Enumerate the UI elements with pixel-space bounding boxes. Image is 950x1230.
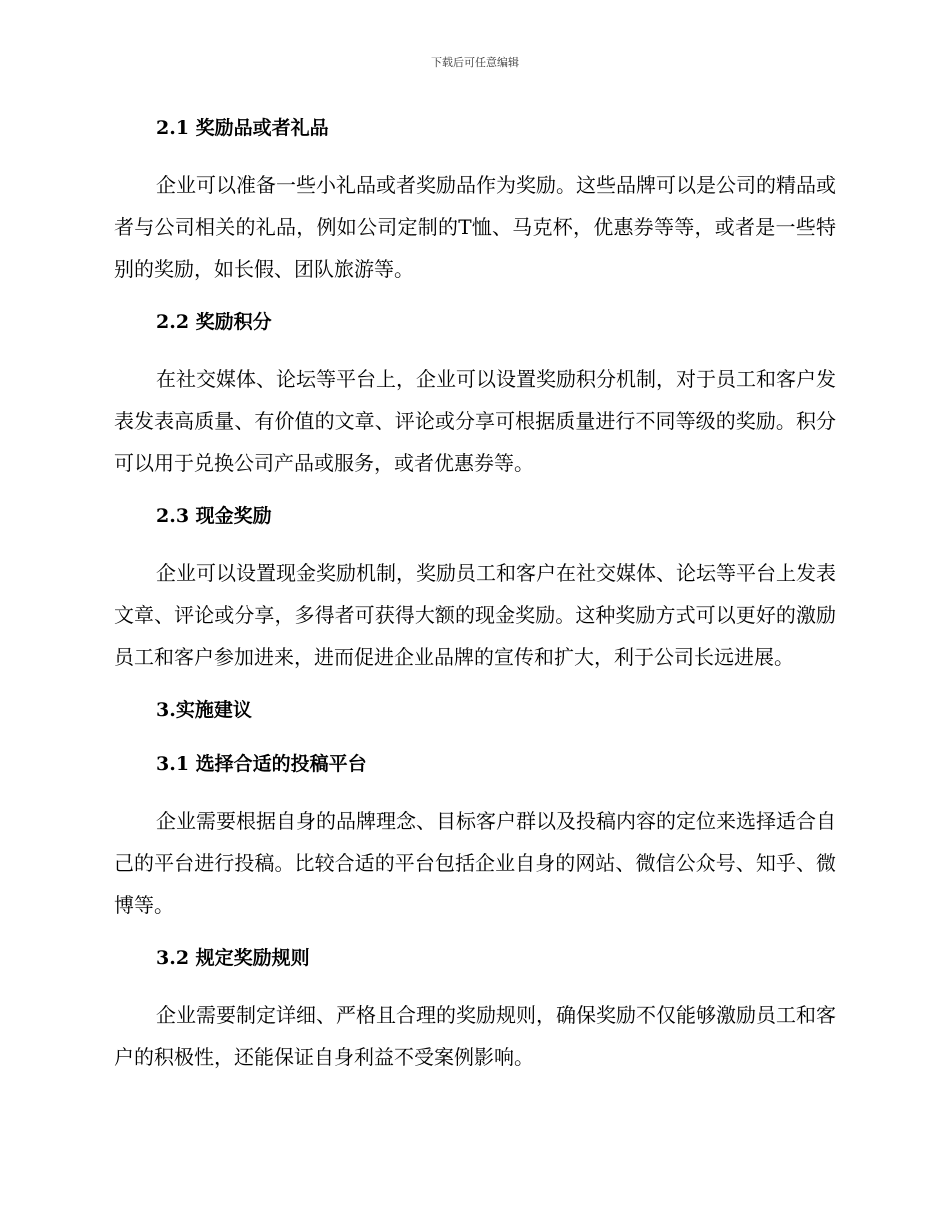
- paragraph-3-2: 企业需要制定详细、严格且合理的奖励规则，确保奖励不仅能够激励员工和客户的积极性，还能保证自身利益不受案例影响。: [114, 1003, 836, 1069]
- page-header-note: 下载后可任意编辑: [431, 56, 519, 69]
- document-body: [114, 110, 836, 1078]
- heading-3: 3.实施建议: [156, 699, 252, 721]
- paragraph-2-1: 企业可以准备一些小礼品或者奖励品作为奖励。这些品牌可以是公司的精品或者与公司相关的礼品，例如公司定制的T恤、马克杯，优惠券等等，或者是一些特别的奖励，如长假、团队旅游等。: [114, 173, 836, 281]
- heading-2-3: 2.3 现金奖励: [156, 505, 272, 527]
- paragraph-2-2: 在社交媒体、论坛等平台上，企业可以设置奖励积分机制，对于员工和客户发表发表高质量、有价值的文章、评论或分享可根据质量进行不同等级的奖励。积分可以用于兑换公司产品或服务，或者优惠券等。: [114, 367, 836, 475]
- heading-3-1: 3.1 选择合适的投稿平台: [156, 753, 367, 775]
- paragraph-3-1: 企业需要根据自身的品牌理念、目标客户群以及投稿内容的定位来选择适合自己的平台进行投稿。比较合适的平台包括企业自身的网站、微信公众号、知乎、微博等。: [114, 809, 836, 917]
- paragraph-2-3: 企业可以设置现金奖励机制，奖励员工和客户在社交媒体、论坛等平台上发表文章、评论或分享，多得者可获得大额的现金奖励。这种奖励方式可以更好的激励员工和客户参加进来，进而促进企业品牌的宣传和扩大，利于公司长远进展。: [114, 561, 836, 669]
- heading-2-2: 2.2 奖励积分: [156, 311, 272, 333]
- heading-2-1: 2.1 奖励品或者礼品: [156, 117, 329, 139]
- heading-3-2: 3.2 规定奖励规则: [156, 947, 310, 969]
